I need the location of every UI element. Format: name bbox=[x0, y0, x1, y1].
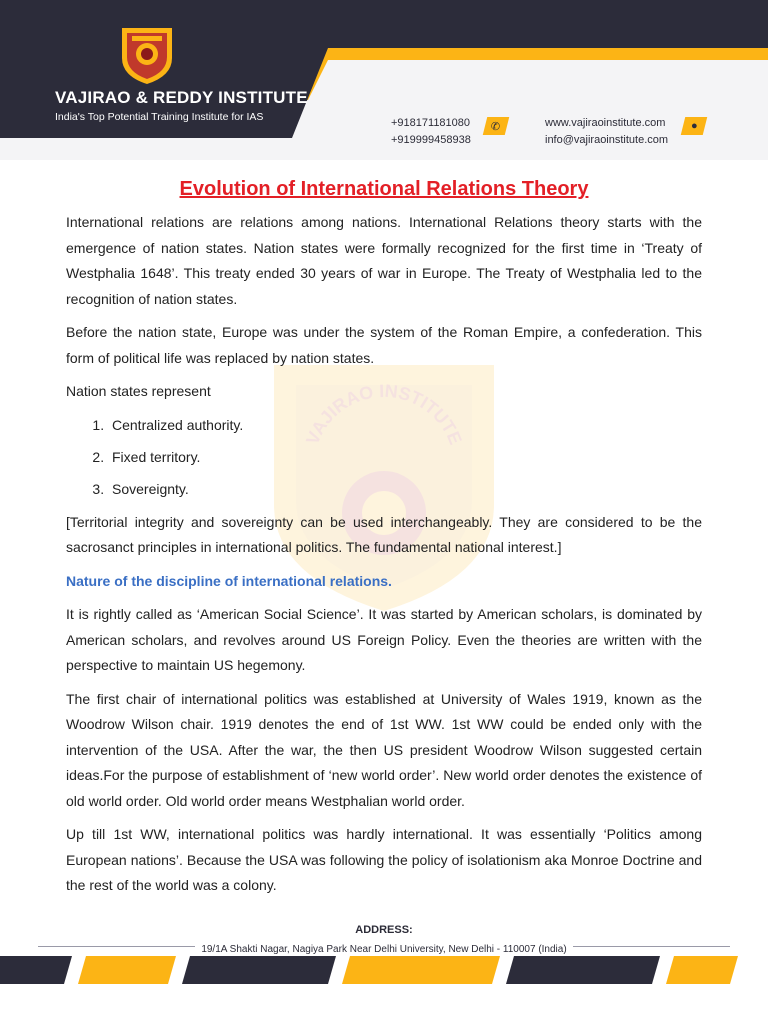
phone-number-2[interactable]: +919999458938 bbox=[391, 134, 471, 146]
footer-stripes bbox=[0, 950, 768, 1024]
phone-number-1[interactable]: +918171181080 bbox=[391, 117, 471, 129]
email-link[interactable]: info@vajiraoinstitute.com bbox=[545, 134, 669, 146]
brand-block bbox=[55, 88, 308, 123]
globe-icon: ● bbox=[681, 117, 707, 135]
address-text: 19/1A Shakti Nagar, Nagiya Park Near Delhi University, New Delhi - 110007 (India) bbox=[195, 944, 572, 955]
phone-icon: ✆ bbox=[483, 117, 509, 135]
nation-state-list bbox=[66, 413, 702, 502]
list-item: 2. Fixed territory. bbox=[108, 445, 702, 470]
institute-logo bbox=[118, 24, 176, 91]
list-item: 1. Centralized authority. bbox=[108, 413, 702, 438]
list-intro: Nation states represent bbox=[66, 383, 211, 399]
paragraph-american-social-science: It is rightly called as ‘American Social Science’. It was started by American scholars, is dominated by American scholars, and revolves around US Foreign Policy. Even the theories are written with the perspective to maintain US hegemony. bbox=[66, 606, 702, 673]
web-contact bbox=[545, 115, 668, 149]
brand-tagline: India's Top Potential Training Institute for IAS bbox=[55, 111, 264, 123]
paragraph-intro: International relations are relations among nations. International Relations theory starts with the emergence of nation states. Nation states were formally recognized for the first time in ‘Treaty of Westphalia 1648’. This treaty ended 30 years of war in Europe. The Treaty of Westphalia led to the recognition of nation states. bbox=[66, 214, 702, 307]
address-label: ADDRESS: bbox=[355, 924, 413, 936]
section-heading: Nature of the discipline of international relations. bbox=[66, 572, 392, 589]
website-link[interactable]: www.vajiraoinstitute.com bbox=[545, 117, 666, 129]
paragraph-roman-empire: Before the nation state, Europe was under the system of the Roman Empire, a confederation. This form of political life was replaced by nation states. bbox=[66, 324, 702, 366]
brand-name: VAJIRAO & REDDY INSTITUTE bbox=[55, 88, 308, 107]
paragraph-isolationism: Up till 1st WW, international politics was hardly international. It was essentially ‘Politics among European nations’. Because the USA was following the policy of isolationism aka Monroe Doctrine and the rest of the world was a colony. bbox=[66, 826, 702, 893]
list-item: 3. Sovereignty. bbox=[108, 477, 702, 502]
page-header bbox=[0, 0, 768, 160]
phone-contact bbox=[391, 115, 471, 149]
document-body bbox=[66, 174, 702, 907]
svg-text:VAJIRAO INSTITUTE: VAJIRAO INSTITUTE bbox=[302, 380, 466, 448]
paragraph-first-chair: The first chair of international politics was established at University of Wales 1919, known as the Woodrow Wilson chair. 1919 denotes the end of 1st WW. 1st WW could be ended only with the intervention of the USA. After the war, the then US president Woodrow Wilson suggested certain ideas.For the purpose of establishment of ‘new world order’. New world order denotes the existence of old world order. Old world order means Westphalian world order. bbox=[66, 690, 702, 809]
document-title: Evolution of International Relations Theory bbox=[179, 178, 589, 200]
paragraph-sovereignty-note: [Territorial integrity and sovereignty can be used interchangeably. They are considered to be the sacrosanct principles in international politics. The fundamental national interest.] bbox=[66, 513, 702, 555]
